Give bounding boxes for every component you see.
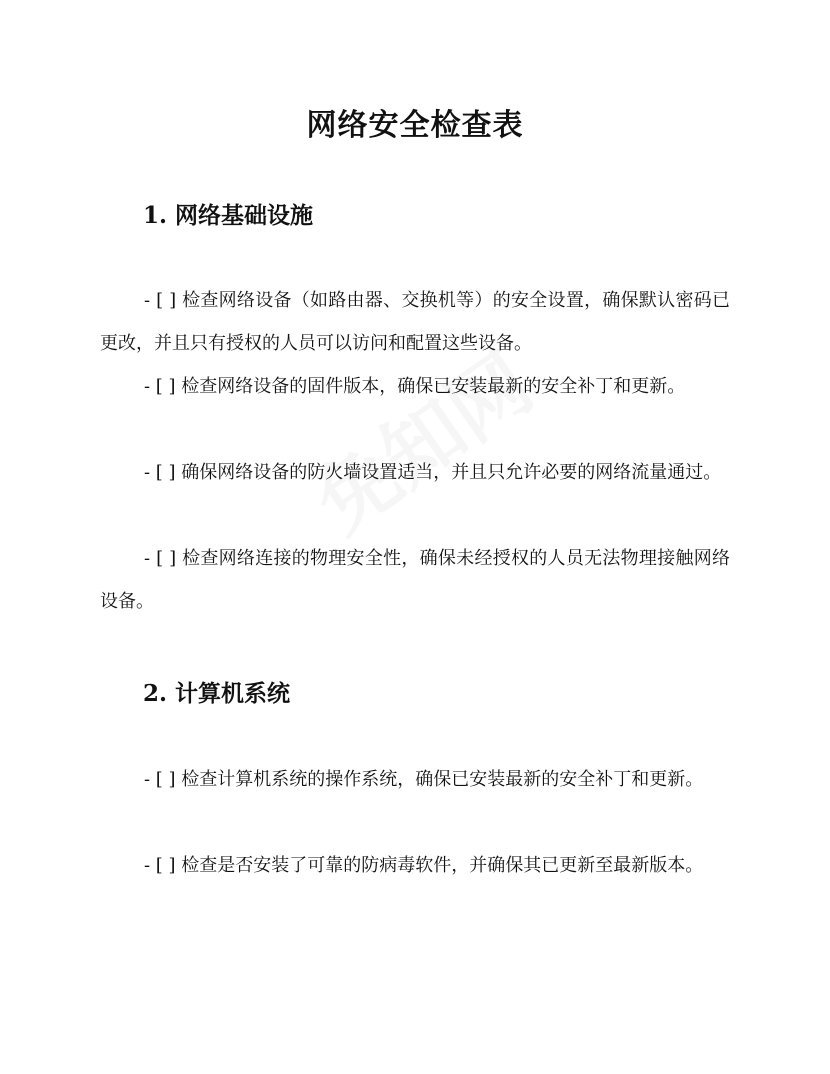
section-heading-network-infrastructure: 1. 网络基础设施: [143, 202, 314, 229]
checklist-item: - [ ] 检查网络设备（如路由器、交换机等）的安全设置，确保默认密码已更改，并且只有授权的人员可以访问和配置这些设备。: [100, 290, 730, 354]
section-heading-computer-systems: 2. 计算机系统: [143, 680, 291, 707]
checklist-item: - [ ] 确保网络设备的防火墙设置适当，并且只允许必要的网络流量通过。: [144, 462, 722, 483]
page-title: 网络安全检查表: [306, 108, 524, 143]
checklist-item: - [ ] 检查计算机系统的操作系统，确保已安装最新的安全补丁和更新。: [144, 769, 704, 790]
checklist-item: - [ ] 检查网络连接的物理安全性，确保未经授权的人员无法物理接触网络设备。: [100, 548, 730, 612]
checklist-item: - [ ] 检查网络设备的固件版本，确保已安装最新的安全补丁和更新。: [144, 376, 686, 397]
checklist-item: - [ ] 检查是否安装了可靠的防病毒软件，并确保其已更新至最新版本。: [144, 855, 704, 876]
